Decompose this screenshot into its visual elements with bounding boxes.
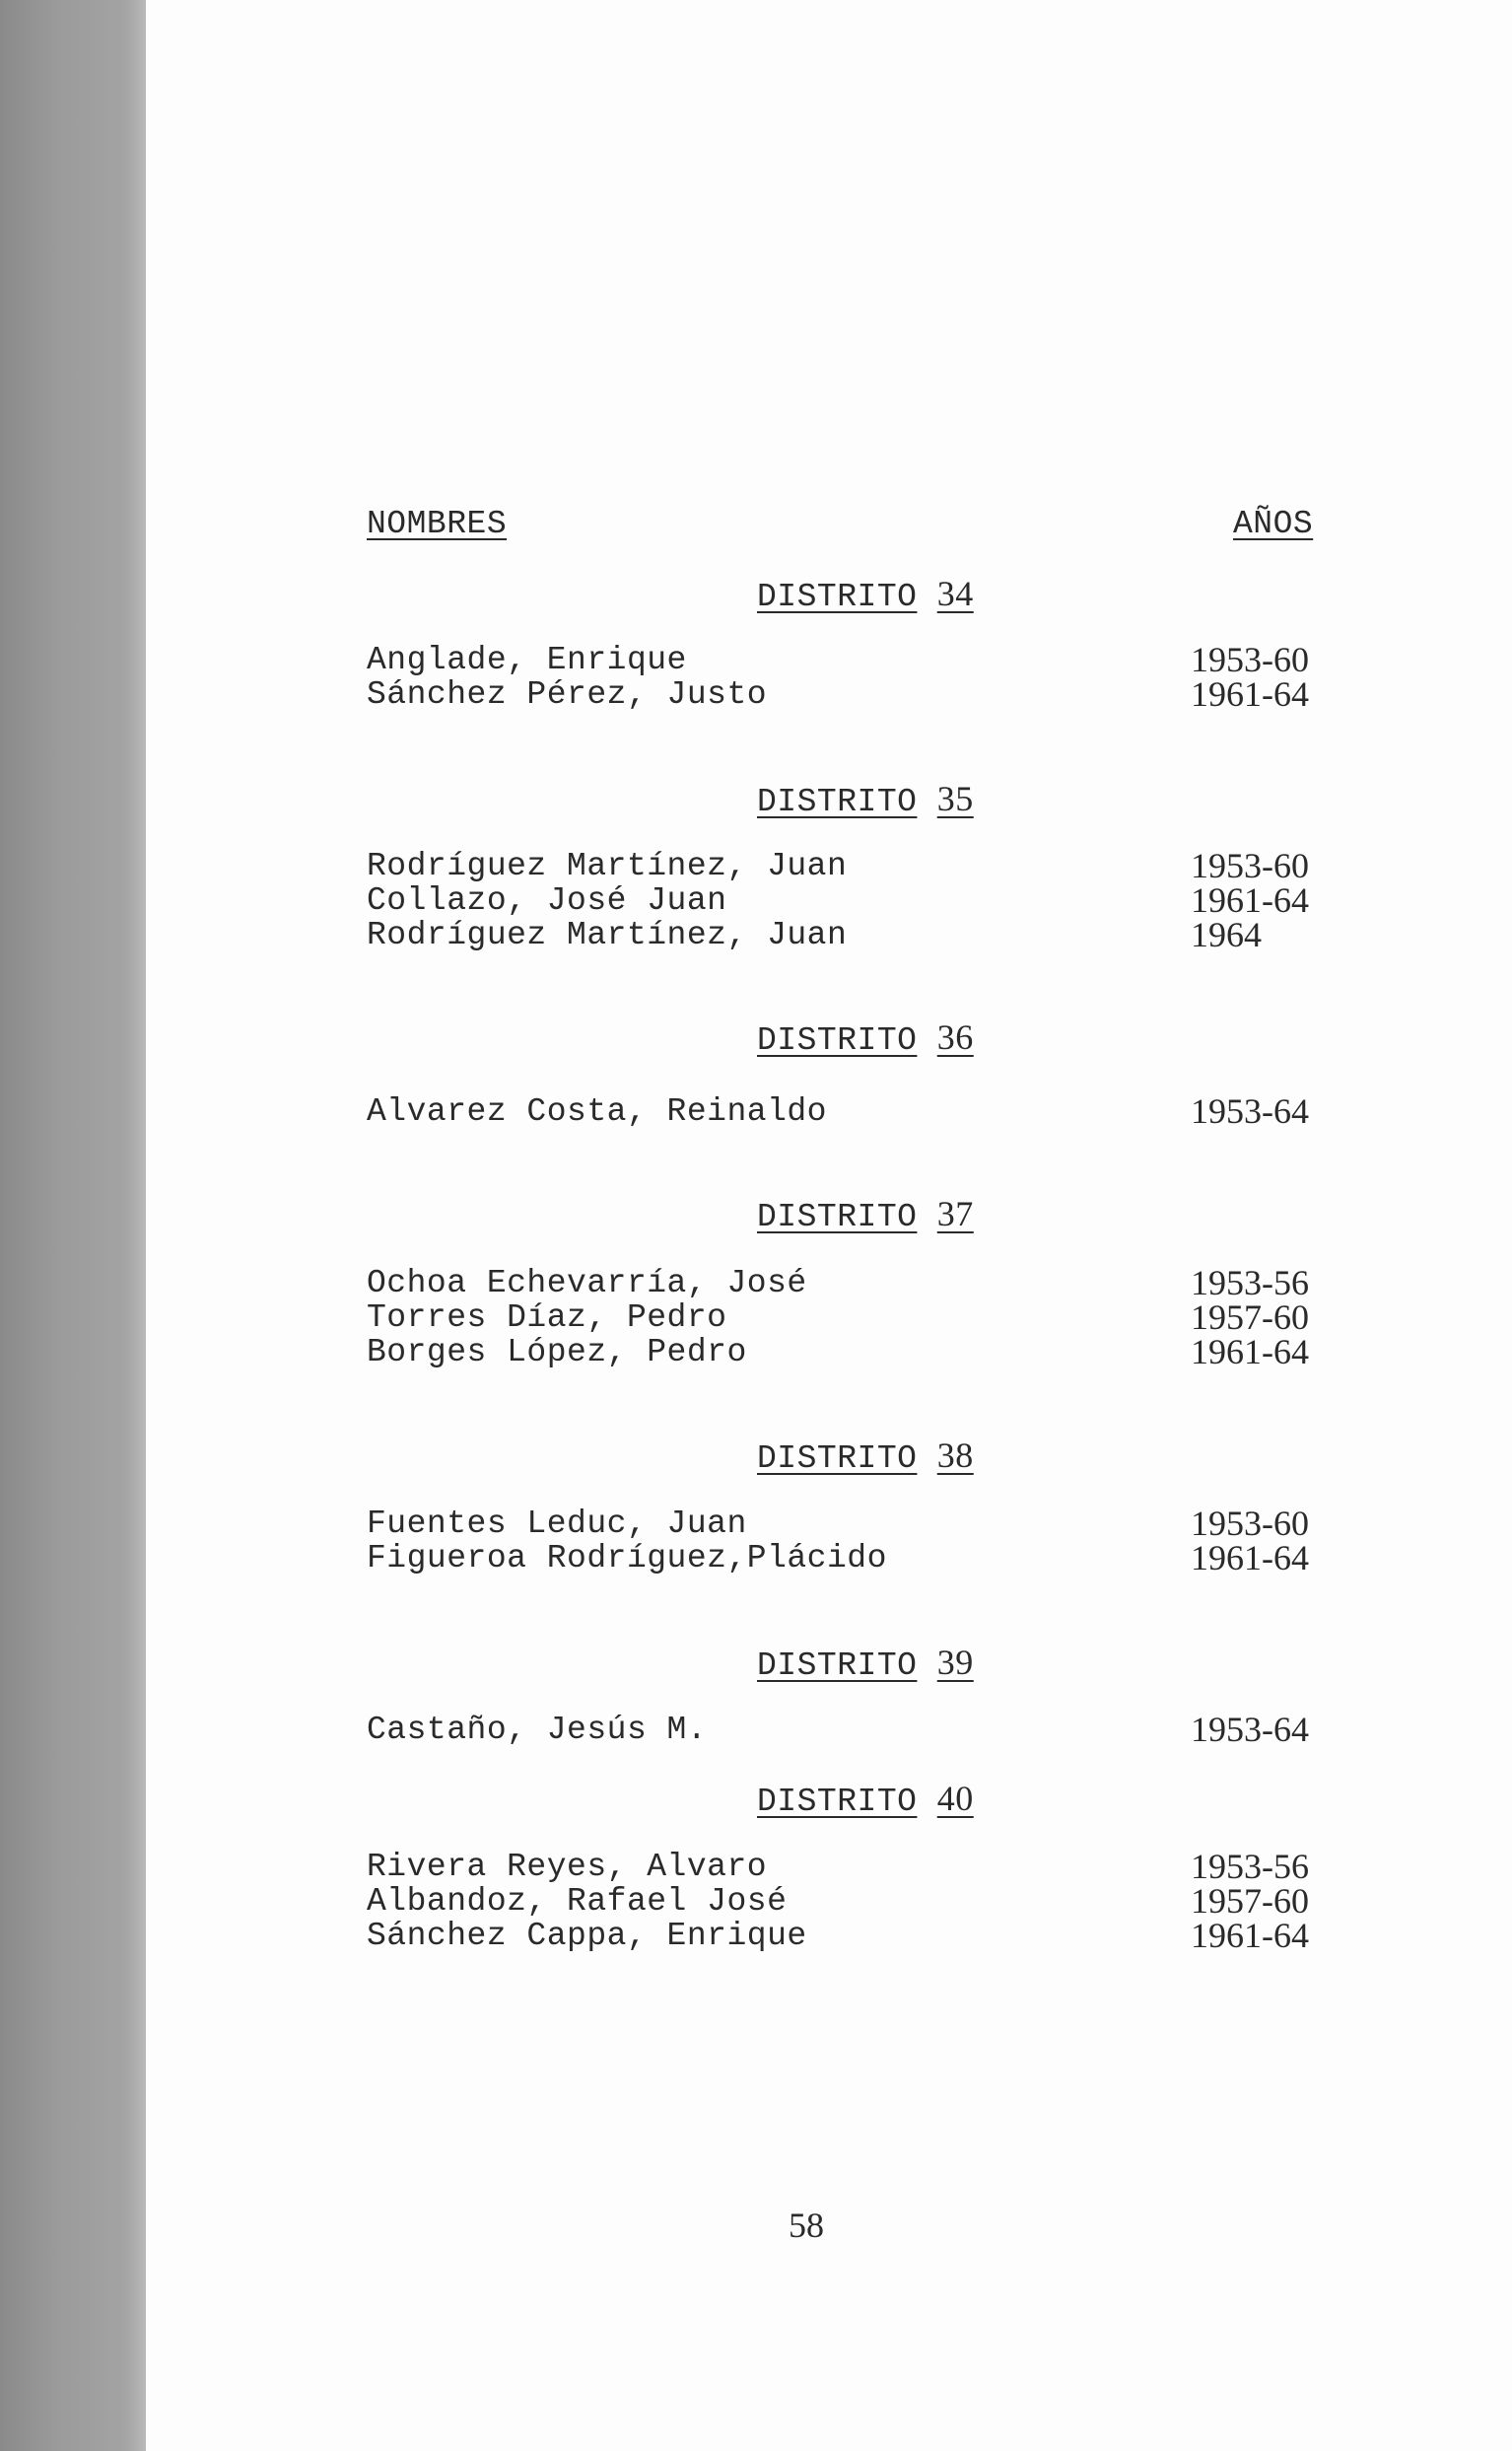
- member-name: Albandoz, Rafael José: [367, 1883, 788, 1920]
- district-number: 36: [936, 1017, 974, 1057]
- member-years: 1961-64: [1191, 1538, 1309, 1577]
- member-years: 1953-56: [1191, 1847, 1309, 1886]
- district-label: DISTRITO: [757, 1784, 918, 1820]
- member-years: 1953-64: [1191, 1710, 1309, 1749]
- member-name: Castaño, Jesús M.: [367, 1712, 708, 1748]
- district-heading: [757, 1196, 974, 1235]
- member-years: 1953-60: [1191, 846, 1309, 885]
- member-years: 1953-60: [1191, 1504, 1309, 1543]
- member-name: Sánchez Pérez, Justo: [367, 676, 768, 713]
- district-number: 40: [936, 1779, 974, 1818]
- document-page: [146, 0, 1512, 2451]
- years-column-header: AÑOS: [1233, 506, 1314, 542]
- member-years: 1964: [1191, 915, 1262, 954]
- member-name: Collazo, José Juan: [367, 882, 727, 919]
- district-label: DISTRITO: [757, 1199, 918, 1235]
- district-heading: [757, 1645, 974, 1684]
- district-heading: [757, 781, 974, 820]
- member-name: Borges López, Pedro: [367, 1334, 747, 1370]
- district-heading: [757, 1781, 974, 1820]
- district-number: 34: [936, 574, 974, 613]
- member-years: 1953-64: [1191, 1091, 1309, 1131]
- member-name: Rivera Reyes, Alvaro: [367, 1849, 768, 1885]
- district-number: 37: [936, 1194, 974, 1233]
- member-name: Rodríguez Martínez, Juan: [367, 848, 848, 884]
- member-years: 1961-64: [1191, 674, 1309, 714]
- member-name: Alvarez Costa, Reinaldo: [367, 1093, 827, 1130]
- member-name: Figueroa Rodríguez,Plácido: [367, 1540, 887, 1576]
- member-years: 1961-64: [1191, 1916, 1309, 1955]
- names-column-header: NOMBRES: [367, 506, 508, 542]
- member-name: Fuentes Leduc, Juan: [367, 1506, 747, 1542]
- district-number: 38: [936, 1436, 974, 1475]
- member-name: Anglade, Enrique: [367, 642, 687, 678]
- district-label: DISTRITO: [757, 1647, 918, 1684]
- page-number: 58: [789, 2206, 824, 2245]
- member-name: Torres Díaz, Pedro: [367, 1299, 727, 1336]
- member-years: 1957-60: [1191, 1297, 1309, 1337]
- district-heading: [757, 576, 974, 615]
- district-label: DISTRITO: [757, 1022, 918, 1059]
- member-name: Rodríguez Martínez, Juan: [367, 917, 848, 953]
- district-heading: [757, 1437, 974, 1477]
- binding-strip: [0, 0, 146, 2451]
- member-name: Sánchez Cappa, Enrique: [367, 1918, 807, 1954]
- member-name: Ochoa Echevarría, José: [367, 1265, 807, 1301]
- district-number: 39: [936, 1643, 974, 1682]
- member-years: 1953-56: [1191, 1263, 1309, 1302]
- district-label: DISTRITO: [757, 784, 918, 820]
- district-heading: [757, 1019, 974, 1059]
- district-label: DISTRITO: [757, 579, 918, 615]
- member-years: 1961-64: [1191, 1332, 1309, 1371]
- member-years: 1957-60: [1191, 1881, 1309, 1921]
- district-number: 35: [936, 779, 974, 818]
- member-years: 1961-64: [1191, 880, 1309, 920]
- member-years: 1953-60: [1191, 640, 1309, 679]
- district-label: DISTRITO: [757, 1440, 918, 1477]
